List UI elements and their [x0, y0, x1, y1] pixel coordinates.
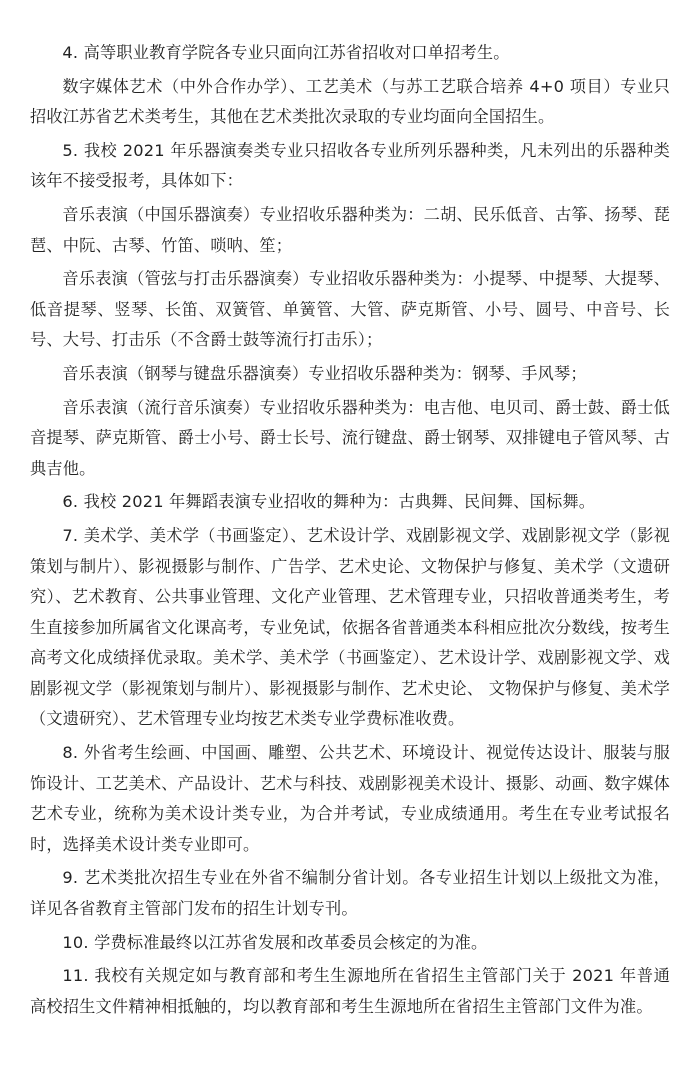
- paragraph-5: 5. 我校 2021 年乐器演奏类专业只招收各专业所列乐器种类，凡未列出的乐器种类该年不接受报考，具体如下：: [30, 140, 670, 191]
- paragraph-10: 10. 学费标准最终以江苏省发展和改革委员会核定的为准。: [62, 932, 488, 952]
- paragraph-5-pop-instruments: 音乐表演（流行音乐演奏）专业招收乐器种类为：电吉他、电贝司、爵士鼓、爵士低音提琴、萨克斯管、爵士小号、爵士长号、流行键盘、爵士钢琴、双排键电子管风琴、古典吉他。: [30, 397, 670, 478]
- paragraph-11: 11. 我校有关规定如与教育部和考生生源地所在省招生主管部门关于 2021 年普通高校招生文件精神相抵触的，均以教育部和考生生源地所在省招生主管部门文件为准。: [30, 966, 670, 1016]
- paragraph-5-chinese-instruments: 音乐表演（中国乐器演奏）专业招收乐器种类为：二胡、民乐低音、古筝、扬琴、琵琶、中阮、古琴、竹笛、唢呐、笙；: [30, 204, 670, 255]
- paragraph-7: 7. 美术学、美术学（书画鉴定）、艺术设计学、戏剧影视文学、戏剧影视文学（影视策划与制片）、影视摄影与制作、广告学、艺术史论、文物保护与修复、美术学（文遗研究）、艺术教育、公共事业管理、文化产业管理、艺术管理专业，只招收普通类考生，考生直接参加所属省文化课高考，专业免试，依据各省普通类本科相应批次分数线，按考生高考文化成绩择优录取。美术学、美术学（书画鉴定）、艺术设计学、戏剧影视文学、戏剧影视文学（影视策划与制片）、影视摄影与制作、艺术史论、 文物保护与修复、美术学（文遗研究）、艺术管理专业均按艺术类专业学费标准收费。: [30, 525, 670, 729]
- paragraph-5-orchestral-instruments: 音乐表演（管弦与打击乐器演奏）专业招收乐器种类为：小提琴、中提琴、大提琴、低音提琴、竖琴、长笛、双簧管、单簧管、大管、萨克斯管、小号、圆号、中音号、长号、大号、打击乐（不含爵士鼓等流行打击乐）；: [30, 269, 670, 350]
- document-body: [30, 38, 670, 1025]
- paragraph-5-keyboard-instruments: 音乐表演（钢琴与键盘乐器演奏）专业招收乐器种类为：钢琴、手风琴；: [62, 363, 587, 383]
- paragraph-6: 6. 我校 2021 年舞蹈表演专业招收的舞种为：古典舞、民间舞、国标舞。: [62, 492, 596, 512]
- paragraph-9: 9. 艺术类批次招生专业在外省不编制分省计划。各专业招生计划以上级批文为准，详见各省教育主管部门发布的招生计划专刊。: [30, 868, 670, 919]
- paragraph-8: 8. 外省考生绘画、中国画、雕塑、公共艺术、环境设计、视觉传达设计、服装与服饰设计、工艺美术、产品设计、艺术与科技、戏剧影视美术设计、摄影、动画、数字媒体艺术专业，统称为美术设计类专业，为合并考试，专业成绩通用。考生在专业考试报名时，选择美术设计类专业即可。: [30, 743, 670, 854]
- paragraph-4: 4. 高等职业教育学院各专业只面向江苏省招收对口单招考生。: [62, 43, 510, 62]
- paragraph-4-note: 数字媒体艺术（中外合作办学）、工艺美术（与苏工艺联合培养 4+0 项目）专业只招收江苏省艺术类考生，其他在艺术类批次录取的专业均面向全国招生。: [30, 76, 670, 127]
